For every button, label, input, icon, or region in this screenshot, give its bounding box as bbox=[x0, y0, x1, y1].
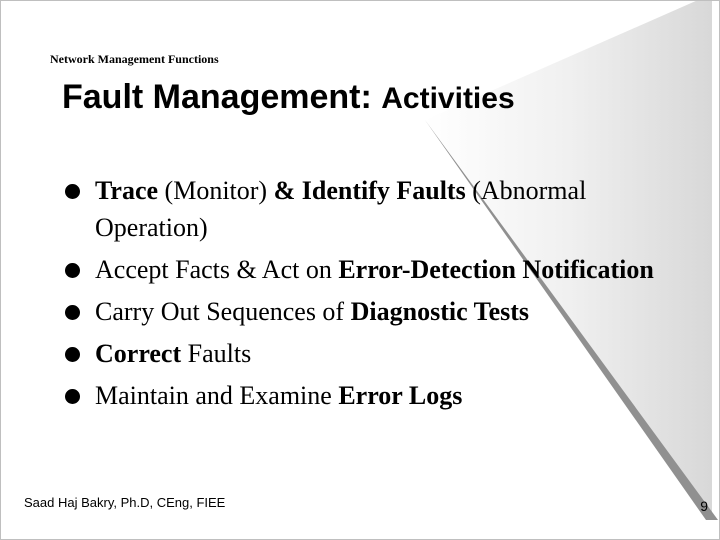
bullet-dot-icon bbox=[65, 347, 80, 362]
bullet-text-segment: Error Logs bbox=[338, 381, 463, 410]
page-number: 9 bbox=[700, 498, 708, 514]
title-part-main: Fault Management: bbox=[62, 78, 382, 116]
bullet-item bbox=[62, 251, 662, 288]
bullet-text-segment: Trace bbox=[95, 176, 159, 205]
bullet-text-segment: (Abnormal Operation) bbox=[95, 176, 587, 242]
bullet-item bbox=[62, 377, 662, 414]
bullet-dot-icon bbox=[65, 305, 80, 320]
bullet-dot-icon bbox=[65, 184, 80, 199]
bullet-text-segment: Correct bbox=[95, 339, 182, 368]
bullet-text-segment: Carry Out Sequences of bbox=[95, 297, 351, 326]
bullet-text-segment: Error-Detection Notification bbox=[338, 255, 654, 284]
slide-title bbox=[62, 78, 515, 117]
bullet-item bbox=[62, 335, 662, 372]
title-part-sub: Activities bbox=[381, 82, 515, 115]
bullet-item bbox=[62, 172, 662, 246]
bullet-dot-icon bbox=[65, 263, 80, 278]
bullet-text-segment: & Identify Faults bbox=[273, 176, 466, 205]
bullet-text-segment: (Monitor) bbox=[158, 176, 274, 205]
bullet-text-segment: Maintain and Examine bbox=[95, 381, 339, 410]
bullet-text-segment: Faults bbox=[181, 339, 252, 368]
slide-footer: Saad Haj Bakry, Ph.D, CEng, FIEE bbox=[24, 495, 226, 510]
bullet-text-segment: Diagnostic Tests bbox=[350, 297, 530, 326]
slide-header: Network Management Functions bbox=[50, 52, 219, 66]
bullet-list bbox=[62, 172, 662, 414]
bullet-item bbox=[62, 293, 662, 330]
bullet-dot-icon bbox=[65, 389, 80, 404]
bullet-text-segment: Accept Facts & Act on bbox=[95, 255, 339, 284]
